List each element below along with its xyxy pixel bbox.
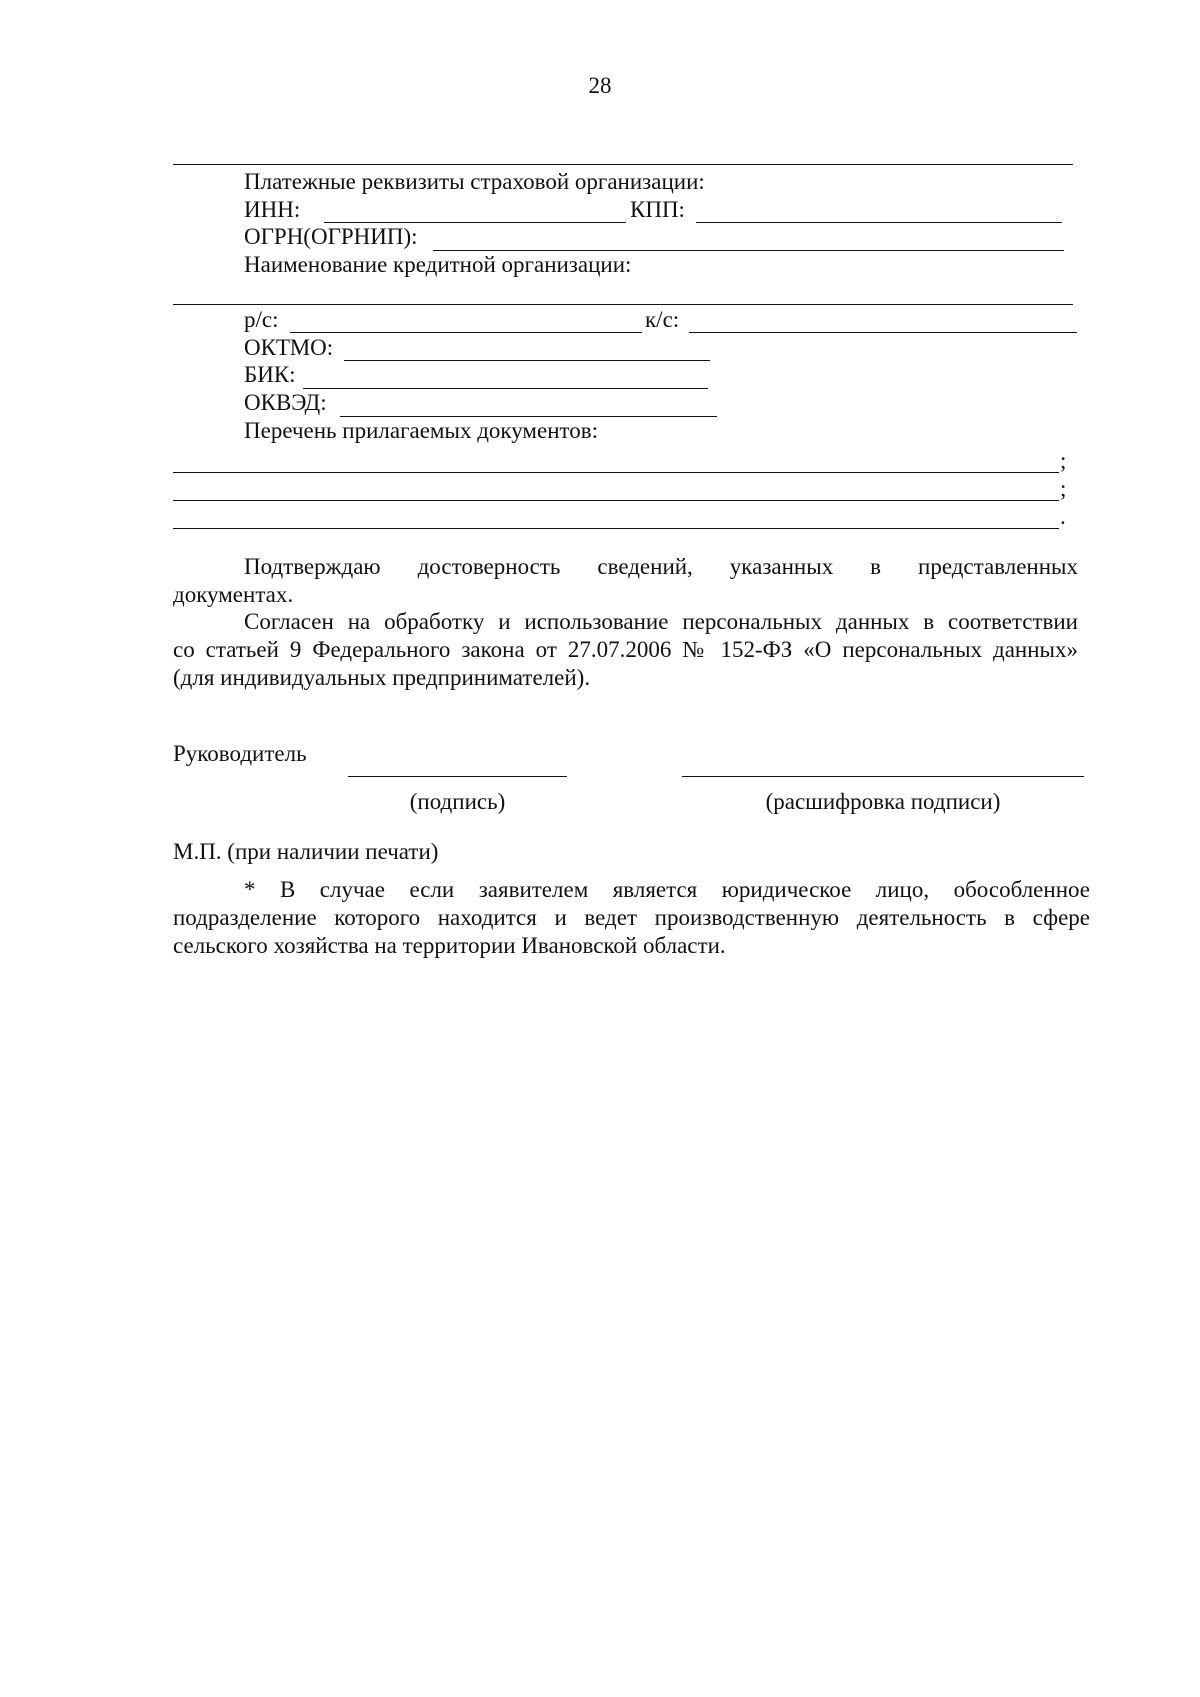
ks-field-line[interactable] [689, 332, 1077, 333]
documents-heading: Перечень прилагаемых документов: [244, 418, 599, 443]
decoding-caption: (расшифровка подписи) [765, 789, 1001, 814]
page-number: 28 [588, 73, 612, 98]
document-line-3[interactable] [173, 528, 1059, 529]
okved-label: ОКВЭД: [244, 390, 327, 415]
signatory-role: Руководитель [173, 741, 307, 766]
oktmo-field-line[interactable] [344, 360, 710, 361]
bik-field-line[interactable] [303, 388, 708, 389]
stamp-note: М.П. (при наличии печати) [173, 839, 439, 864]
bank-label: Наименование кредитной организации: [244, 252, 632, 277]
oktmo-label: ОКТМО: [244, 335, 334, 360]
payment-heading: Платежные реквизиты страховой организации: [244, 169, 705, 194]
signature-caption: (подпись) [409, 789, 506, 814]
document-line-3-end: . [1060, 504, 1066, 529]
ogrn-label: ОГРН(ОГРНИП): [244, 224, 418, 249]
signature-field-line[interactable] [348, 776, 567, 777]
kpp-field-line[interactable] [696, 222, 1062, 223]
bank-field-line[interactable] [173, 304, 1073, 305]
footnote-line-3: сельского хозяйства на территории Ивановской области. [173, 933, 726, 958]
signature-decoding-field-line[interactable] [682, 776, 1084, 777]
consent-line-2: со статьей 9 Федерального закона от 27.07.2006 № 152-ФЗ «О персональных данных» [173, 637, 1078, 662]
footnote-line-2: подразделение которого находится и ведет производственную деятельность в сфере [173, 905, 1090, 930]
footnote-line-1: * В случае если заявителем является юридическое лицо, обособленное [244, 877, 1090, 902]
bik-label: БИК: [244, 362, 296, 387]
document-line-2[interactable] [173, 500, 1059, 501]
confirmation-line-1: Подтверждаю достоверность сведений, указанных в представленных [244, 554, 1078, 579]
inn-label: ИНН: [244, 197, 301, 222]
document-line-2-end: ; [1060, 476, 1067, 501]
document-line-1-end: ; [1060, 448, 1067, 473]
top-divider [173, 164, 1073, 165]
kpp-label: КПП: [630, 197, 685, 222]
consent-line-3: (для индивидуальных предпринимателей). [173, 665, 591, 690]
document-line-1[interactable] [173, 472, 1059, 473]
ks-label: к/с: [645, 307, 680, 332]
rs-field-line[interactable] [290, 332, 642, 333]
consent-line-1: Согласен на обработку и использование персональных данных в соответствии [244, 609, 1078, 634]
confirmation-line-2: документах. [173, 582, 294, 607]
rs-label: р/с: [244, 307, 279, 332]
